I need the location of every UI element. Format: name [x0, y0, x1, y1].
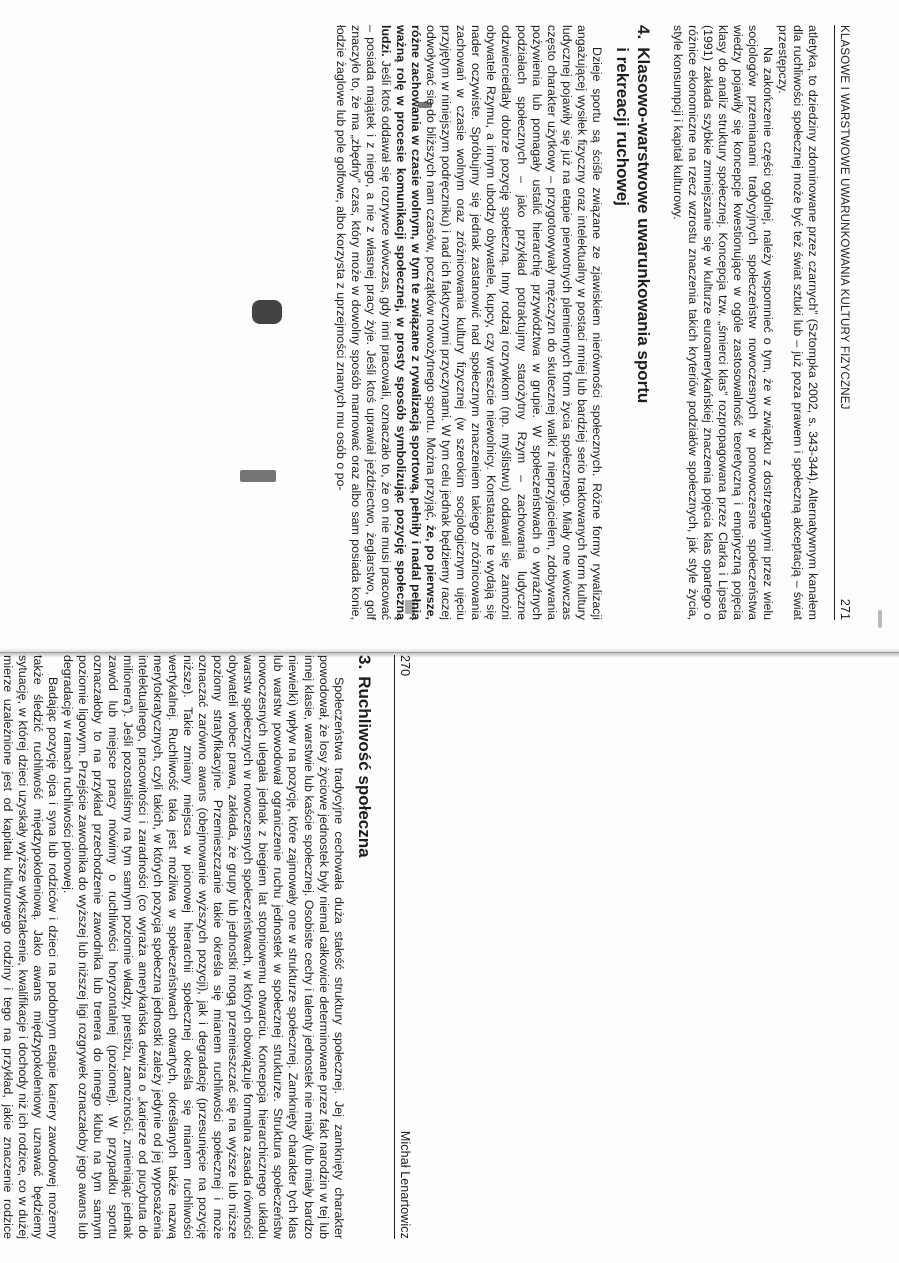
section-title: Ruchliwość społeczna: [355, 676, 374, 858]
bold-thesis: że, po pierwsze, różne zachowania w czasie wolnym, w tym te związane z rywalizacją sportową, pełniły i nadal pełnią ważną rolę w procesie komunikacji społecznej, w prosty sposób symbolizując pozycję społeczną ludzi.: [379, 25, 439, 620]
section-heading: [612, 25, 653, 620]
paragraph-text: Jeśli ktoś oddawał się rozrywce wówczas, gdy inni pracowali, oznaczało to, że on nie musi pracować – posiada majątek i z niego, a nie z własnej pracy żyje. Jeśli ktoś uprawiał jeździectwo, żeglarstwo, golf znaczyło to, że ma „zbędny” czas, który może w dowolny sposób marnować oraz albo sam posiada konie, łodzie żaglowe lub pole golfowe, albo korzysta z uprzejmości znanych mu osób o po-: [333, 25, 394, 620]
section-number: 3.: [355, 655, 374, 670]
scan-speck: [878, 610, 882, 628]
paragraph: [333, 25, 604, 620]
page-body: [0, 655, 394, 1239]
page-number: 271: [838, 598, 852, 620]
running-head-title: KLASOWE I WARSTWOWE UWARUNKOWANIA KULTURY FIZYCZNEJ: [838, 25, 850, 410]
section-title-line1: Klasowo-warstwowe uwarunkowania sportu: [633, 47, 653, 404]
running-header: [394, 655, 430, 1239]
paragraph: Badając pozycję ojca i syna lub rodziców i dzieci na podobnym etapie kariery zawodowej możemy także śledzić ruchliwość międzypokoleniową. Jako awans międzypokoleniowy uznawać będziemy sytuację, w której dzieci uzyskały wyższe wykształcenie, kwalifikacje i dochody niż ich rodzice, co w dużej mierze uzależnione jest od kapitału kulturowego rodziny i tego na przykład, jakie znaczenie rodzice: [0, 655, 60, 1239]
paragraph: Społeczeństwa tradycyjne cechowała duża stałość struktury społecznej. Jej zamknięty charakter powodował, że losy życiowe jednostek były niemal całkowicie determinowane przez fakt narodzin w tej lub innej klasie, warstwie lub kaście społecznej. Osobiste cechy i talenty jednostek nie miały (lub miały bardzo niewielki) wpływ na pozycję, które zajmowały one w strukturze społecznej. Zamknięty charakter tych klas lub warstw powodował ograniczenie ruchu jednostek w społecznej strukturze. Struktura społeczeństw nowoczesnych ulegała jednak z biegiem lat stopniowemu otwarciu. Koncepcja hierarchicznego układu warstw społecznych w nowoczesnych społeczeństwach, w których obowiązuje formalna zasada równości obywateli wobec prawa, zakłada, że grupy lub jednostki mogą przemieszczać się na wyższe lub niższe poziomy stratyfikacyjne. Przemieszczanie takie określa się mianem ruchliwości społecznej i może oznaczać zarówno awans (obejmowanie wyższych pozycji), jak i degradację (przesunięcie na pozycję niższe). Takie zmiany miejsca w pionowej hierarchii społecznej określa się mianem ruchliwości wertykalnej. Ruchliwość taka jest możliwa w społeczeństwach otwartych, określanych także nazwą merytokratycznych, czyli takich, w których pozycja społeczna jednostki zależy jedynie od jej wyposażenia intelektualnego, pracowitości i zaradności (co wyraża amerykańska dewiza o „karierze od pucybuta do milionera”). Jeśli pozostaliśmy na tym samym poziomie władzy, prestiżu, zamożności, zmieniając jednak zawód lub miejsce pracy mówimy o ruchliwości horyzontalnej (poziomej). W przypadku sportu oznaczałoby to na przykład przechodzenie zawodnika lub trenera do innego klubu na tym samym poziomie ligowym. Przejście zawodnika do wyższej lub niższej ligi rozgrywek oznaczałoby jego awans lub degradację w ramach ruchliwości pionowej.: [60, 655, 346, 1239]
running-head-author: Michał Lenartowicz: [398, 1130, 412, 1239]
paragraph: atletyka, to dziedziny zdominowane przez czarnych” (Sztompka 2002, s. 343-344). Alternatywnym kanałem dla ruchliwości społecznej może być też świat sztuki lub – już poza prawem i społeczną akceptacją – świat przestępczy.: [775, 25, 820, 620]
paragraph-text: Dzieje sportu są ściśle związane ze zjawiskiem nierówności społecznych. Różne formy rywalizacji angażującej wysiłek fizyczny oraz intelektualny w postaci mniej lub bardziej serio traktowanych form kultury ludycznej pojawiły się już na etapie pierwotnych plemiennych form życia społecznego. Miały one wówczas często charakter użytkowy – przygotowywały mężczyzn do skutecznej walki z nieprzyjacielem, zdobywania pożywienia lub pomagały ustalić hierarchię przywództwa w grupie. W społeczeństwach o wyraźnych podziałach społecznych – jako przykład potraktujmy starożytny Rzym – zachowania ludyczne odzwierciedlały dobrze pozycję społeczną. Inny rodzaj rozrywkom (np. myślistwu) oddawali się zamożni obywatele Rzymu, a innym ubodzy obywatele, kupcy, czy wreszcie niewolnicy. Konstatacje te wydają się nader oczywiste. Spróbujmy się jednak zastanowić nad społecznym znaczeniem takiego zróżnicowania zachowań w czasie wolnym oraz zróżnicowania kultury fizycznej (w szerokim socjologicznym ujęciu przyjętym w niniejszym podręczniku) i nad ich faktycznymi przyczynami. W tym celu jednak będziemy raczej odwoływać się do bliższych nam czasów, początków nowożytnego sportu. Można przyjąć,: [424, 25, 604, 620]
section-heading: [354, 655, 374, 1239]
section-number: 4.: [633, 25, 653, 40]
page-body: [333, 25, 834, 620]
section-title-line2: i rekreacji ruchowej: [613, 47, 633, 206]
page-number: 270: [398, 655, 412, 677]
paragraph: Na zakończenie części ogólnej, należy wspomnieć o tym, że w związku z dostrzeganymi przez wielu socjologów przemianami tradycyjnych społeczeństw nowoczesnych w ponowoczesne społeczeństwa wiedzy pojawiły się koncepcje kwestionujące w ogóle zastosowalność teoretyczną i empiryczną pojęcia klasy do analiz struktury społecznej. Koncepcja tzw. „śmierci klas” rozpropagowana przez Clarka i Lipseta (1991) zakłada szybkie zmniejszanie się w kulturze euroamerykańskiej znaczenia pojęcia klas opartego o różnice ekonomiczne na rzecz wzrostu znaczenia takich kryteriów podziałów społecznych, jak style życia, style konsumpcji i kapitał kulturowy.: [670, 25, 775, 620]
running-header: [834, 25, 870, 620]
